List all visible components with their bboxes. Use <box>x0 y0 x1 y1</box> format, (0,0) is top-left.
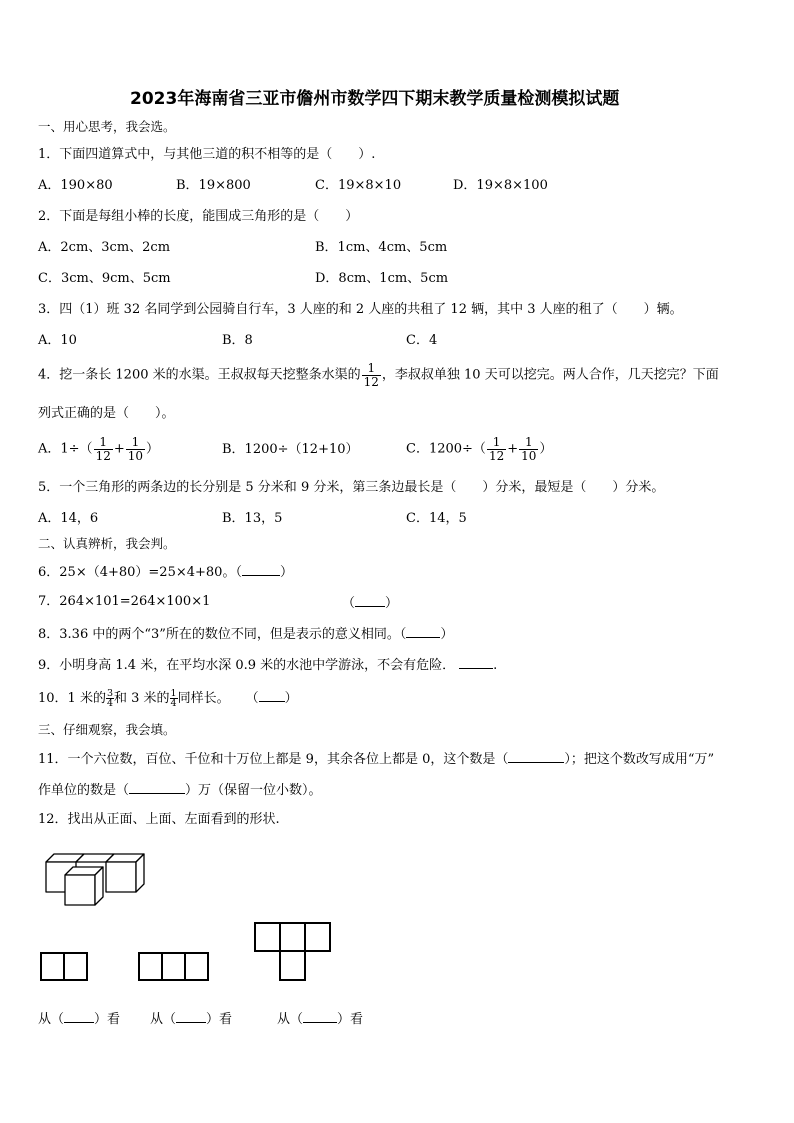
close-paren: ） <box>284 691 298 706</box>
question-5-option-a[interactable]: A．14，6 <box>38 511 99 526</box>
question-12-stem: 12．找出从正面、上面、左面看到的形状. <box>38 812 280 827</box>
fraction-numerator: 1 <box>126 436 145 450</box>
answer-blank[interactable] <box>508 751 564 763</box>
open-paren: （ <box>245 691 259 706</box>
view-label-prefix: 从（ <box>38 1012 65 1027</box>
open-paren: （ <box>342 596 356 611</box>
fraction-denominator: 12 <box>363 374 379 389</box>
fraction-numerator: 1 <box>519 436 538 450</box>
end-period: . <box>493 658 498 673</box>
answer-blank[interactable] <box>259 690 285 702</box>
question-4-stem-line2: 列式正确的是（ ）。 <box>38 406 175 421</box>
plus-sign: + <box>507 441 519 457</box>
view-label-3 <box>277 1011 363 1026</box>
question-4-option-b[interactable]: B．1200÷（12+10） <box>222 442 359 457</box>
question-8-text: 8．3.36 中的两个“3”所在的数位不同，但是表示的意义相同。（ <box>38 627 407 642</box>
question-3-option-c[interactable]: C．4 <box>406 333 438 348</box>
question-2-option-c[interactable]: C．3cm、9cm、5cm <box>38 271 171 286</box>
question-11-text-line2-post: ）万（保留一位小数）。 <box>185 783 322 798</box>
question-1-option-b[interactable]: B．19×800 <box>176 178 251 193</box>
close-paren: ） <box>385 596 399 611</box>
section-heading-judge: 二、认真辨析，我会判。 <box>38 536 176 551</box>
question-8 <box>38 626 453 641</box>
fraction-denominator: 4 <box>170 698 177 709</box>
view-label-suffix: ）看 <box>337 1012 364 1027</box>
view-label-suffix: ）看 <box>94 1012 121 1027</box>
close-paren: ） <box>440 627 454 642</box>
question-7-text: 7．264×101=264×100×1 <box>38 594 211 609</box>
answer-blank[interactable] <box>459 657 493 669</box>
question-7-answer <box>342 595 398 610</box>
fraction-numerator: 1 <box>170 687 177 699</box>
section-heading-choice: 一、用心思考，我会选。 <box>38 119 176 134</box>
answer-blank[interactable] <box>303 1011 337 1023</box>
question-9-text: 9．小明身高 1.4 米，在平均水深 0.9 米的水池中学游泳，不会有危险． <box>38 658 456 673</box>
view-shape-t-shape <box>254 922 332 982</box>
answer-blank[interactable] <box>176 1011 206 1023</box>
question-2-stem: 2．下面是每组小棒的长度，能围成三角形的是（ ） <box>38 209 359 224</box>
plus-sign: + <box>113 441 125 457</box>
question-3-option-a[interactable]: A．10 <box>38 333 77 348</box>
question-9 <box>38 657 497 672</box>
question-2-option-a[interactable]: A．2cm、3cm、2cm <box>38 240 171 255</box>
option-a-prefix: A．1÷（ <box>38 441 93 457</box>
section-heading-fill: 三、仔细观察，我会填。 <box>38 722 176 737</box>
question-4-fraction <box>362 362 381 388</box>
question-1-option-c[interactable]: C．19×8×10 <box>315 178 402 193</box>
question-6-text: 6．25×（4+80）=25×4+80。（ <box>38 565 242 580</box>
question-5-stem: 5．一个三角形的两条边的长分别是 5 分米和 9 分米，第三条边最长是（ ）分米，最短是（ ）分米。 <box>38 480 665 495</box>
question-6 <box>38 564 293 579</box>
fraction-denominator: 10 <box>521 448 537 463</box>
question-4-stem-pre: 4．挖一条长 1200 米的水渠。王叔叔每天挖整条水渠的 <box>38 367 361 383</box>
question-11-line1 <box>38 751 714 766</box>
view-shape-three-squares <box>138 952 212 982</box>
fraction-numerator: 3 <box>106 687 113 699</box>
question-2-option-d[interactable]: D．8cm、1cm、5cm <box>315 271 449 286</box>
question-2-option-b[interactable]: B．1cm、4cm、5cm <box>315 240 448 255</box>
view-label-2 <box>150 1011 232 1026</box>
question-11-text-post: ）；把这个数改写成用“万” <box>564 752 715 767</box>
question-5-option-b[interactable]: B．13，5 <box>222 511 283 526</box>
answer-blank[interactable] <box>242 564 280 576</box>
question-4-stem-post: ，李叔叔单独 10 天可以挖完。两人合作，几天挖完？下面 <box>381 367 719 383</box>
question-1-option-a[interactable]: A．190×80 <box>38 178 113 193</box>
question-10-mid: 和 3 米的 <box>114 691 170 706</box>
cube-stack-figure <box>40 848 150 910</box>
fraction-numerator: 1 <box>94 436 113 450</box>
question-3-option-b[interactable]: B．8 <box>222 333 253 348</box>
fraction <box>519 436 538 462</box>
question-4-stem-line1 <box>38 362 719 389</box>
fraction-denominator: 12 <box>95 448 111 463</box>
fraction <box>94 436 113 462</box>
question-4-option-c[interactable] <box>406 436 552 463</box>
option-a-suffix: ） <box>146 441 160 457</box>
page-title: 2023年海南省三亚市儋州市数学四下期末教学质量检测模拟试题 <box>130 89 620 109</box>
question-11-text-line2: 作单位的数是（ <box>38 783 130 798</box>
close-paren: ） <box>279 565 293 580</box>
view-label-prefix: 从（ <box>277 1012 304 1027</box>
answer-blank[interactable] <box>406 626 440 638</box>
option-c-suffix: ） <box>539 441 553 457</box>
question-5-option-c[interactable]: C．14，5 <box>406 511 467 526</box>
fraction <box>126 436 145 462</box>
fraction <box>106 689 114 709</box>
fraction-denominator: 12 <box>488 448 505 463</box>
question-10-pre: 10．1 米的 <box>38 691 106 706</box>
question-1-stem: 1．下面四道算式中，与其他三道的积不相等的是（ ）. <box>38 147 376 162</box>
option-c-prefix: C．1200÷（ <box>406 441 486 457</box>
fraction-denominator: 10 <box>127 448 144 463</box>
question-1-option-d[interactable]: D．19×8×100 <box>453 178 548 193</box>
view-label-1 <box>38 1011 120 1026</box>
question-10-post: 同样长。 <box>177 691 230 706</box>
question-3-stem: 3．四（1）班 32 名同学到公园骑自行车，3 人座的和 2 人座的共租了 12 辆，其中 3 人座的租了（ ）辆。 <box>38 302 683 317</box>
question-11-line2 <box>38 782 322 797</box>
fraction <box>170 689 178 709</box>
fraction-denominator: 4 <box>106 698 113 709</box>
question-10 <box>38 686 298 712</box>
view-label-prefix: 从（ <box>150 1012 177 1027</box>
answer-blank[interactable] <box>129 782 185 794</box>
question-11-text: 11．一个六位数，百位、千位和十万位上都是 9，其余各位上都是 0，这个数是（ <box>38 752 509 767</box>
view-label-suffix: ）看 <box>206 1012 233 1027</box>
fraction <box>487 436 506 462</box>
answer-blank[interactable] <box>355 595 385 607</box>
fraction-numerator: 1 <box>487 436 506 450</box>
view-shape-two-squares <box>40 952 90 982</box>
question-4-option-a[interactable] <box>38 436 159 463</box>
fraction-numerator: 1 <box>362 362 381 376</box>
answer-blank[interactable] <box>64 1011 94 1023</box>
